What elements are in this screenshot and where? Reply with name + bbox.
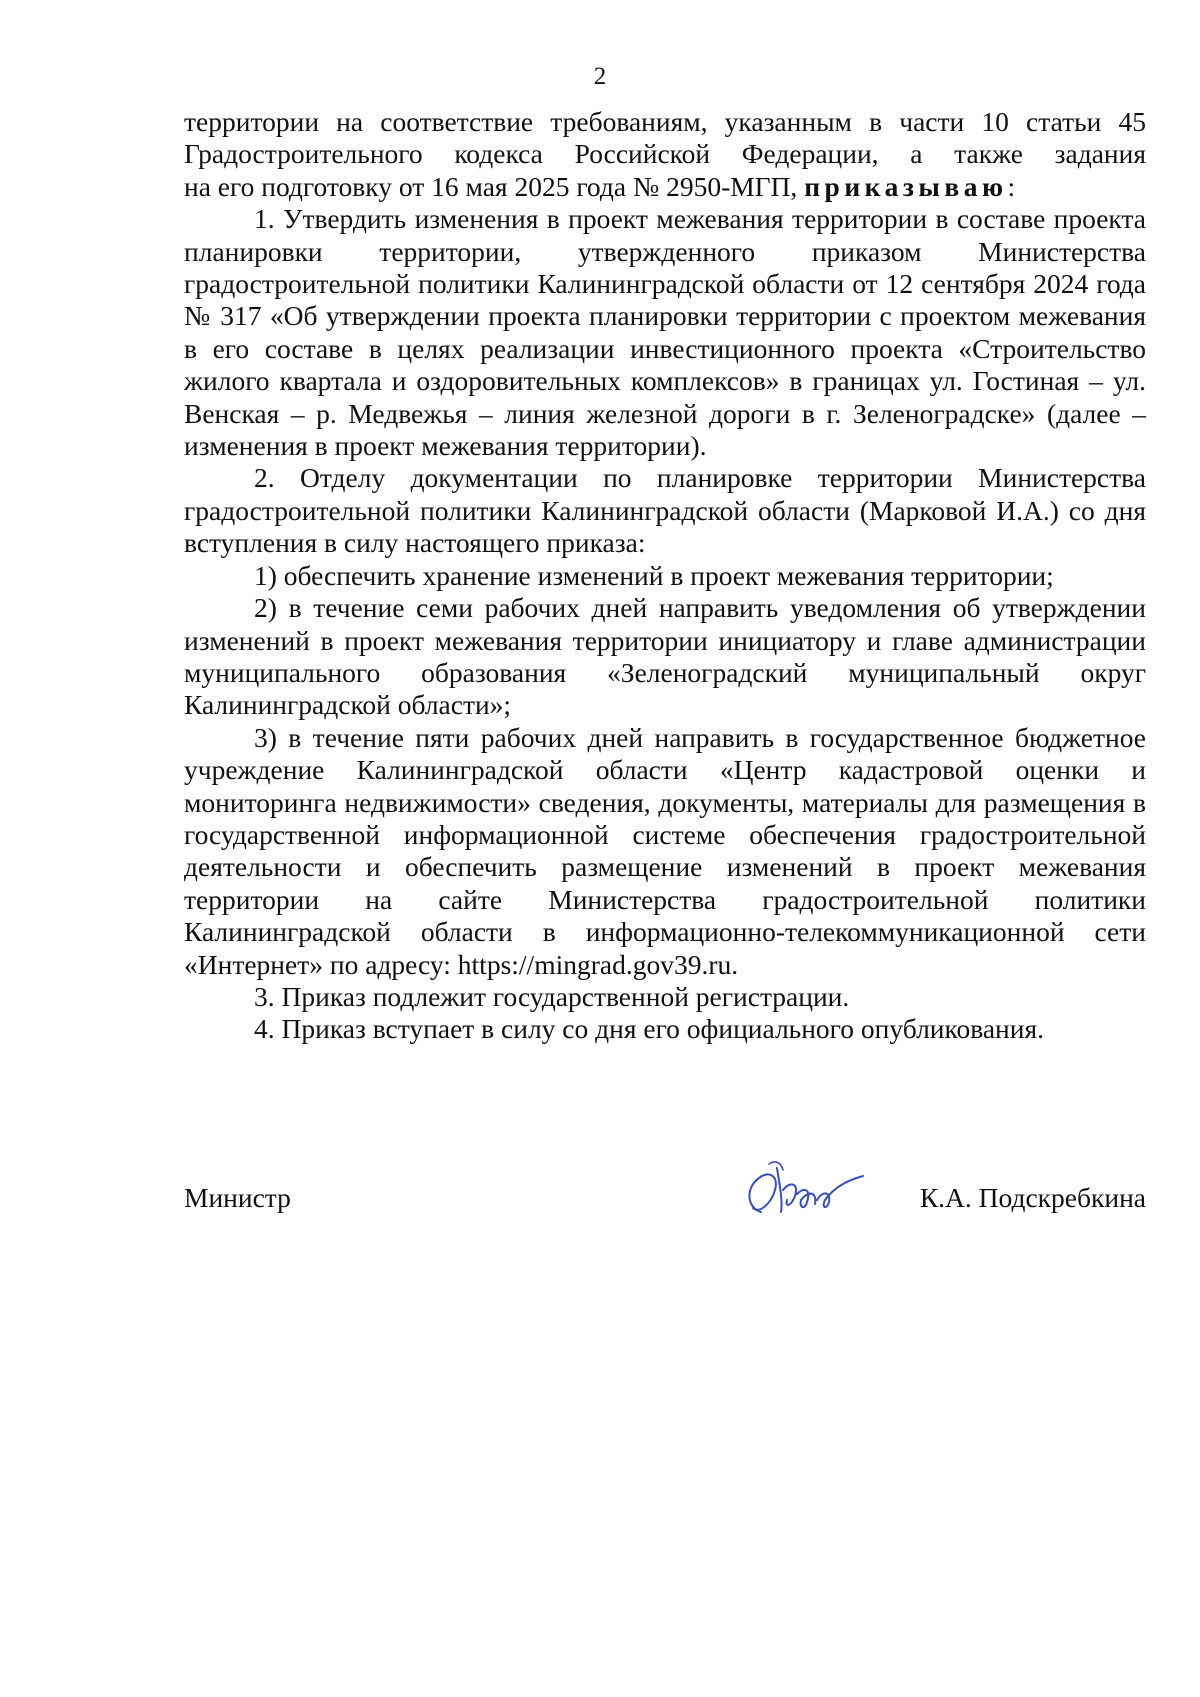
signature-block [184, 1182, 1146, 1232]
intro-line-3-colon: : [1007, 170, 1016, 202]
signatory-title: Министр [184, 1182, 291, 1213]
handwritten-signature [739, 1150, 869, 1230]
item-3-registration: 3. Приказ подлежит государственной регистрации. [254, 980, 850, 1012]
item-2-sub-3: 3) в течение пяти рабочих дней направить в государственное бюджетное учреждение Калининградской области «Центр кадастровой оценки и мониторинга недвижимости» сведения, документы, материалы для размещения в государственной информационной системе обеспечения градостроительной деятельности и обеспечить размещение изменений в проект межевания территории на сайте Министерства градостроительной политики Калининградской области в информационно-телекоммуникационной сети «Интернет» по адресу: https://mingrad.gov39.ru. [184, 721, 1146, 980]
page-number: 2 [593, 63, 607, 90]
item-4-effect: 4. Приказ вступает в силу со дня его официального опубликования. [254, 1013, 1045, 1045]
intro-line-1: территории на соответствие требованиям, указанным в части 10 статьи 45 [184, 106, 1146, 137]
item-2-department: 2. Отделу документации по планировке территории Министерства градостроительной политики Калининградской области (Марковой И.А.) со дня вступления в силу настоящего приказа: [184, 462, 1146, 559]
intro-line-3 [184, 171, 1146, 203]
item-2-sub-2: 2) в течение семи рабочих дней направить уведомления об утверждении изменений в проект межевания территории инициатору и главе администрации муниципального образования «Зеленоградский муниципальный округ Калининградской области»; [184, 592, 1146, 721]
order-keyword: приказываю [804, 170, 1008, 202]
document-body [184, 106, 1146, 1046]
intro-line-2: Градостроительного кодекса Российской Федерации, а также задания [184, 138, 1146, 170]
intro-line-3-text: на его подготовку от 16 мая 2025 года № 2950-МГП, [184, 170, 805, 202]
item-2-sub-1: 1) обеспечить хранение изменений в проект межевания территории; [254, 559, 1054, 591]
item-1-approve: 1. Утвердить изменения в проект межевания территории в составе проекта планировки территории, утвержденного приказом Министерства градостроительной политики Калининградской области от 12 сентября 2024 года № 317 «Об утверждении проекта планировки территории с проектом межевания в его составе в целях реализации инвестиционного проекта «Строительство жилого квартала и оздоровительных комплексов» в границах ул. Гостиная – ул. Венская – р. Медвежья – линия железной дороги в г. Зеленоградске» (далее – изменения в проект межевания территории). [184, 203, 1146, 462]
signatory-name: К.А. Подскребкина [919, 1182, 1146, 1213]
